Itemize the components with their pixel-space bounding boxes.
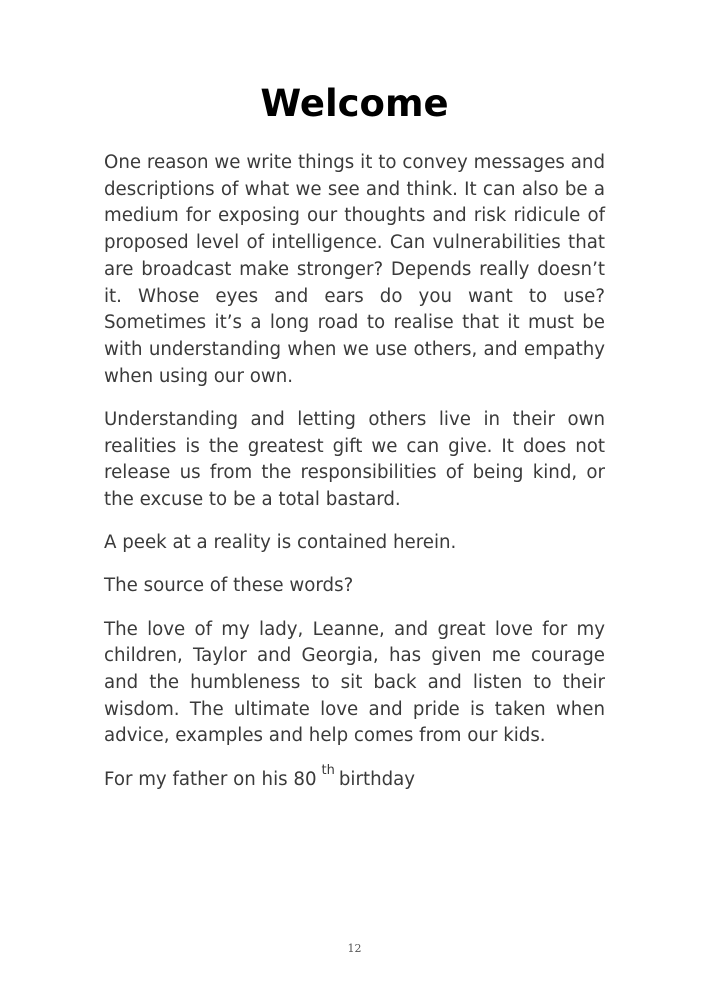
paragraph-1: One reason we write things it to convey messages and descriptions of what we see and think. It can also be a medium for exposing our thoughts and risk ridicule of proposed level of intelligence. Can vulnerabilities that are broadcast make stronger? Depends really doesn’t it. Whose eyes and ears do you want to use? Sometimes it’s a long road to realise that it must be with understanding when we use others, and empathy when using our own. <box>104 152 605 387</box>
page-title: Welcome <box>260 82 449 125</box>
dedication <box>104 762 605 794</box>
paragraph-3: A peek at a reality is contained herein. <box>104 532 457 554</box>
paragraph-5: The love of my lady, Leanne, and great love for my children, Taylor and Georgia, has given me courage and the humbleness to sit back and listen to their wisdom. The ultimate love and pride is taken when advice, examples and help comes from our kids. <box>104 618 605 747</box>
dedication-superscript: th <box>321 762 335 778</box>
paragraph-4: The source of these words? <box>104 575 354 597</box>
paragraph-2: Understanding and letting others live in their own realities is the greatest gift we can give. It does not release us from the responsibilities of being kind, or the excuse to be a total bastard. <box>104 408 605 510</box>
dedication-text: For my father on his 80 <box>104 768 317 790</box>
body-text <box>104 150 605 810</box>
dedication-text-end: birthday <box>338 768 416 790</box>
page-number: 12 <box>347 942 362 955</box>
